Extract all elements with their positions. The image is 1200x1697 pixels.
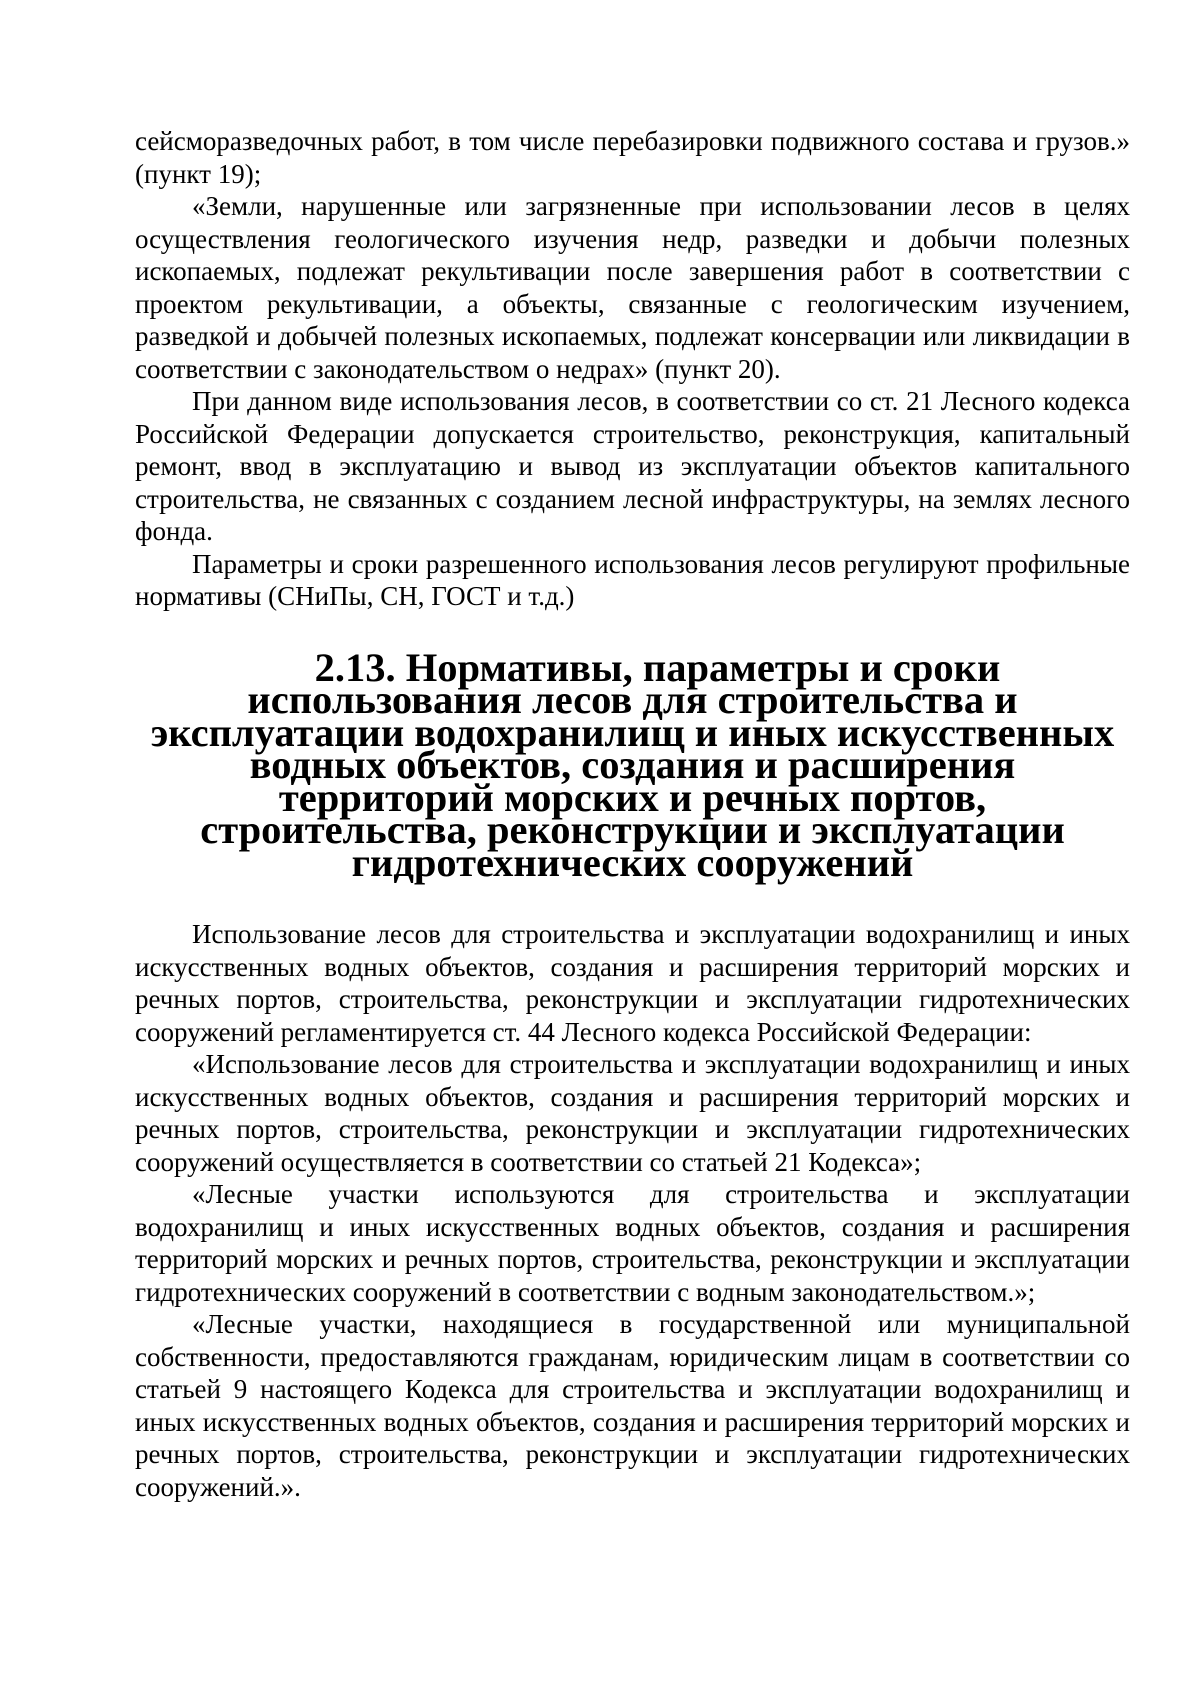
paragraph-continuation: сейсморазведочных работ, в том числе перебазировки подвижного состава и грузов.» (пункт 19); <box>135 126 1130 189</box>
paragraph-quote-2: «Лесные участки используются для строительства и эксплуатации водохранилищ и иных искусственных водных объектов, создания и расширения территорий морских и речных портов, строительства, реконструкции и эксплуатации гидротехнических сооружений в соответствии с водным законодательством.»; <box>135 1179 1130 1307</box>
paragraph-quote-1: «Использование лесов для строительства и эксплуатации водохранилищ и иных искусственных водных объектов, создания и расширения территорий морских и речных портов, строительства, реконструкции и эксплуатации гидротехнических сооружений осуществляется в соответствии со статьей 21 Кодекса»; <box>135 1049 1130 1177</box>
paragraph-parameters: Параметры и сроки разрешенного использования лесов регулируют профильные нормативы (СНиПы, СН, ГОСТ и т.д.) <box>135 548 1130 611</box>
paragraph-quote-point-20: «Земли, нарушенные или загрязненные при использовании лесов в целях осуществления геологического изучения недр, разведки и добычи полезных ископаемых, подлежат рекультивации после завершения работ в соответствии с проектом рекультивации, а объекты, связанные с геологическим изучением, разведкой и добычей полезных ископаемых, подлежат консервации или ликвидации в соответствии с законодательством о недрах» (пункт 20). <box>135 191 1130 384</box>
paragraph-article-21: При данном виде использования лесов, в соответствии со ст. 21 Лесного кодекса Российской Федерации допускается строительство, реконструкция, капитальный ремонт, ввод в эксплуатацию и вывод из эксплуатации объектов капитального строительства, не связанных с созданием лесной инфраструктуры, на землях лесного фонда. <box>135 386 1130 546</box>
document-page <box>135 125 1130 1503</box>
paragraph-quote-3: «Лесные участки, находящиеся в государственной или муниципальной собственности, предоставляются гражданам, юридическим лицам в соответствии со статьей 9 настоящего Кодекса для строительства и эксплуатации водохранилищ и иных искусственных водных объектов, создания и расширения территорий морских и речных портов, строительства, реконструкции и эксплуатации гидротехнических сооружений.». <box>135 1309 1130 1502</box>
paragraph-article-44: Использование лесов для строительства и эксплуатации водохранилищ и иных искусственных водных объектов, создания и расширения территорий морских и речных портов, строительства, реконструкции и эксплуатации гидротехнических сооружений регламентируется ст. 44 Лесного кодекса Российской Федерации: <box>135 919 1130 1047</box>
section-heading: 2.13. Нормативы, параметры и сроки использования лесов для строительства и эксплуатации водохранилищ и иных искусственных водных объектов, создания и расширения территорий морских и речных портов, строительства, реконструкции и эксплуатации гидротехнических сооружений <box>150 644 1115 885</box>
